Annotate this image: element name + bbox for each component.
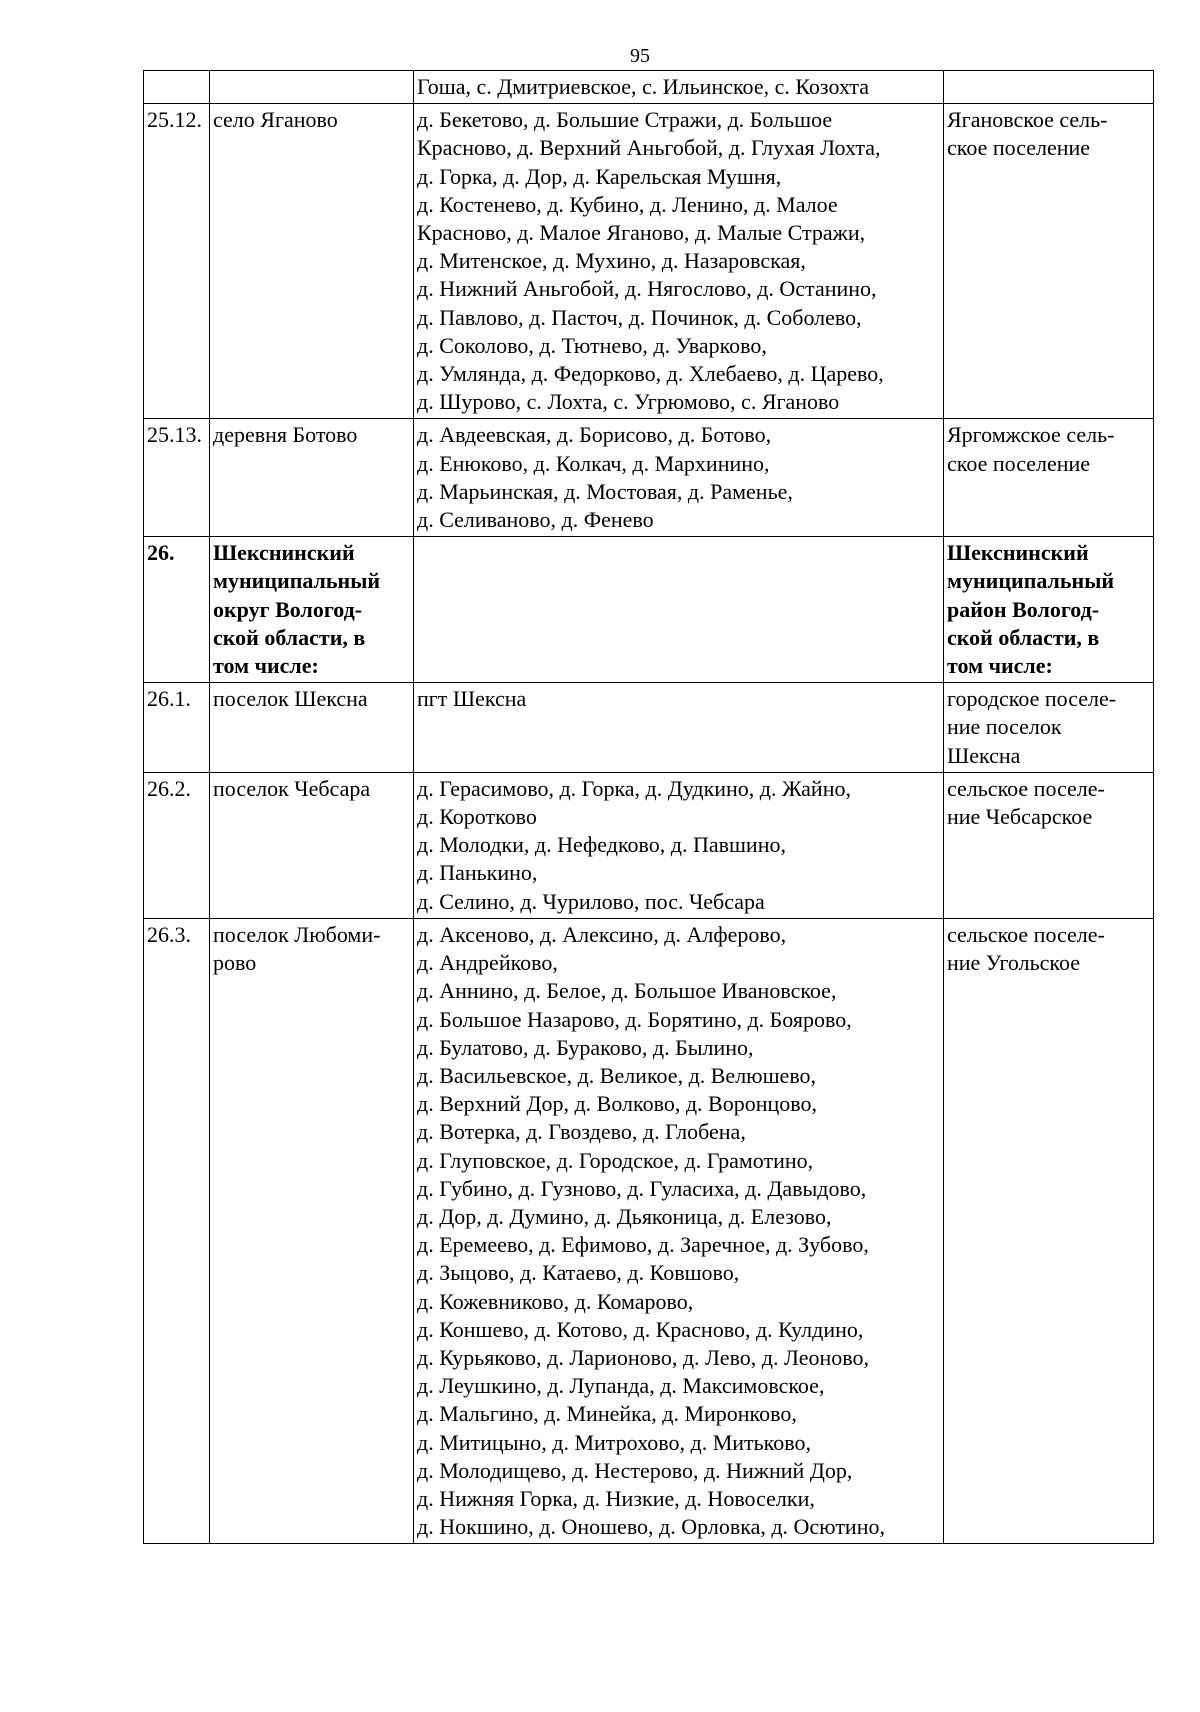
cell-text-line: поселок Любоми- bbox=[213, 921, 381, 947]
cell-text-line: округ Вологод- bbox=[213, 596, 363, 622]
settlements-table bbox=[143, 70, 1154, 1544]
cell-text-line: д. Шурово, с. Лохта, с. Угрюмово, с. Яганово bbox=[417, 389, 840, 415]
cell-text-line: д. Васильевское, д. Великое, д. Велюшево, bbox=[417, 1062, 817, 1088]
cell-text-line: д. Павлово, д. Пасточ, д. Починок, д. Соболево, bbox=[417, 304, 862, 330]
cell-text-line: ское поселение bbox=[947, 135, 1091, 161]
cell-text-line: д. Нокшино, д. Оношево, д. Орловка, д. Осютино, bbox=[417, 1514, 885, 1540]
row-number-cell bbox=[144, 419, 210, 537]
former-municipality-cell bbox=[944, 71, 1154, 104]
cell-text-line: д. Дор, д. Думино, д. Дьяконица, д. Елезово, bbox=[417, 1203, 832, 1229]
cell-text-line: д. Нижняя Горка, д. Низкие, д. Новоселки, bbox=[417, 1485, 815, 1511]
municipal-unit-cell bbox=[210, 71, 414, 104]
cell-text-line: д. Коротково bbox=[417, 804, 537, 830]
cell-text-line: ское поселение bbox=[947, 450, 1091, 476]
cell-text-line: 26.2. bbox=[147, 775, 191, 801]
cell-text-line: д. Енюково, д. Колкач, д. Мархинино, bbox=[417, 450, 770, 476]
cell-text-line: Шекснинский bbox=[213, 540, 355, 566]
cell-text-line: д. Большое Назарово, д. Борятино, д. Боярово, bbox=[417, 1006, 852, 1032]
cell-text-line: д. Молодищево, д. Нестерово, д. Нижний Дор, bbox=[417, 1457, 853, 1483]
municipal-unit-cell bbox=[210, 419, 414, 537]
cell-text-line: д. Еремеево, д. Ефимово, д. Заречное, д. Зубово, bbox=[417, 1232, 869, 1258]
cell-text-line: д. Булатово, д. Бураково, д. Былино, bbox=[417, 1034, 754, 1060]
cell-text-line: д. Вотерка, д. Гвоздево, д. Глобена, bbox=[417, 1119, 746, 1145]
cell-text-line: д. Андрейково, bbox=[417, 950, 558, 976]
former-municipality-cell bbox=[944, 772, 1154, 918]
cell-text-line: муниципальный bbox=[213, 568, 381, 594]
cell-text-line: ние Чебсарское bbox=[947, 804, 1093, 830]
table-row bbox=[144, 772, 1154, 918]
cell-text-line: д. Марьинская, д. Мостовая, д. Раменье, bbox=[417, 478, 793, 504]
cell-text-line: Красново, д. Малое Яганово, д. Малые Стражи, bbox=[417, 220, 866, 246]
cell-text-line: Шекснинский bbox=[947, 540, 1089, 566]
table-row bbox=[144, 71, 1154, 104]
cell-text-line: село Яганово bbox=[213, 107, 338, 133]
cell-text-line: Гоша, с. Дмитриевское, с. Ильинское, с. Козохта bbox=[417, 74, 870, 99]
cell-text-line: д. Бекетово, д. Большие Стражи, д. Большое bbox=[417, 107, 833, 133]
cell-text-line: д. Курьяково, д. Ларионово, д. Лево, д. Леоново, bbox=[417, 1344, 870, 1370]
former-municipality-cell bbox=[944, 918, 1154, 1543]
cell-text-line: д. Митенское, д. Мухино, д. Назаровская, bbox=[417, 248, 806, 274]
row-number-cell bbox=[144, 683, 210, 773]
cell-text-line: д. Нижний Аньгобой, д. Нягослово, д. Останино, bbox=[417, 276, 877, 302]
cell-text-line: д. Герасимово, д. Горка, д. Дудкино, д. Жайно, bbox=[417, 775, 851, 801]
cell-text-line: Ягановское сель- bbox=[947, 107, 1108, 133]
cell-text-line: ние Угольское bbox=[947, 950, 1081, 976]
cell-text-line: д. Селино, д. Чурилово, пос. Чебсара bbox=[417, 888, 765, 914]
municipal-unit-cell bbox=[210, 537, 414, 683]
table-row bbox=[144, 419, 1154, 537]
cell-text-line: д. Аннино, д. Белое, д. Большое Ивановское, bbox=[417, 978, 837, 1004]
municipal-unit-cell bbox=[210, 918, 414, 1543]
cell-text-line: том числе: bbox=[213, 653, 319, 679]
cell-text-line: район Вологод- bbox=[947, 596, 1100, 622]
cell-text-line: 26.3. bbox=[147, 921, 191, 947]
cell-text-line: д. Митицыно, д. Митрохово, д. Митьково, bbox=[417, 1429, 811, 1455]
row-number-cell bbox=[144, 772, 210, 918]
cell-text-line: д. Умлянда, д. Федорково, д. Хлебаево, д. Царево, bbox=[417, 361, 884, 387]
cell-text-line: 26.1. bbox=[147, 686, 191, 712]
cell-text-line: д. Панькино, bbox=[417, 860, 538, 886]
cell-text-line: д. Губино, д. Гузново, д. Гуласиха, д. Давыдово, bbox=[417, 1175, 867, 1201]
settlements-cell bbox=[414, 71, 944, 104]
settlements-cell bbox=[414, 772, 944, 918]
cell-text-line: Шексна bbox=[947, 742, 1021, 768]
settlements-cell bbox=[414, 104, 944, 419]
table-row bbox=[144, 104, 1154, 419]
row-number-cell bbox=[144, 71, 210, 104]
table-row bbox=[144, 683, 1154, 773]
cell-text-line: сельское поселе- bbox=[947, 775, 1105, 801]
cell-text-line: д. Зыцово, д. Катаево, д. Ковшово, bbox=[417, 1260, 740, 1286]
cell-text-line: д. Горка, д. Дор, д. Карельская Мушня, bbox=[417, 163, 782, 189]
settlements-cell bbox=[414, 537, 944, 683]
row-number-cell bbox=[144, 537, 210, 683]
cell-text-line: д. Кожевниково, д. Комарово, bbox=[417, 1288, 694, 1314]
cell-text-line: 26. bbox=[147, 540, 175, 566]
municipal-unit-cell bbox=[210, 104, 414, 419]
cell-text-line: д. Костенево, д. Кубино, д. Ленино, д. Малое bbox=[417, 191, 838, 217]
cell-text-line: 25.13. bbox=[147, 422, 202, 448]
cell-text-line: д. Молодки, д. Нефедково, д. Павшино, bbox=[417, 832, 786, 858]
cell-text-line: деревня Ботово bbox=[213, 422, 358, 448]
cell-text-line: д. Коншево, д. Котово, д. Красново, д. Кулдино, bbox=[417, 1316, 864, 1342]
cell-text-line: д. Верхний Дор, д. Волково, д. Воронцово, bbox=[417, 1091, 817, 1117]
former-municipality-cell bbox=[944, 683, 1154, 773]
settlements-cell bbox=[414, 683, 944, 773]
row-number-cell bbox=[144, 918, 210, 1543]
cell-text-line: рово bbox=[213, 950, 257, 976]
page-number: 95 bbox=[630, 45, 650, 67]
cell-text-line: Красново, д. Верхний Аньгобой, д. Глухая Лохта, bbox=[417, 135, 881, 161]
settlements-cell bbox=[414, 918, 944, 1543]
cell-text-line: д. Леушкино, д. Лупанда, д. Максимовское, bbox=[417, 1373, 825, 1399]
cell-text-line: д. Соколово, д. Тютнево, д. Уварково, bbox=[417, 332, 767, 358]
cell-text-line: д. Мальгино, д. Минейка, д. Миронково, bbox=[417, 1401, 797, 1427]
cell-text-line: сельское поселе- bbox=[947, 921, 1105, 947]
table-body bbox=[144, 71, 1154, 1544]
cell-text-line: поселок Шексна bbox=[213, 686, 368, 712]
cell-text-line: Яргомжское сель- bbox=[947, 422, 1115, 448]
cell-text-line: 25.12. bbox=[147, 107, 202, 133]
cell-text-line: том числе: bbox=[947, 653, 1053, 679]
municipal-unit-cell bbox=[210, 772, 414, 918]
former-municipality-cell bbox=[944, 537, 1154, 683]
table-row bbox=[144, 918, 1154, 1543]
table-row bbox=[144, 537, 1154, 683]
former-municipality-cell bbox=[944, 419, 1154, 537]
cell-text-line: поселок Чебсара bbox=[213, 775, 371, 801]
cell-text-line: д. Авдеевская, д. Борисово, д. Ботово, bbox=[417, 422, 772, 448]
cell-text-line: ской области, в bbox=[947, 624, 1100, 650]
cell-text-line: городское поселе- bbox=[947, 686, 1117, 712]
cell-text-line: муниципальный bbox=[947, 568, 1115, 594]
former-municipality-cell bbox=[944, 104, 1154, 419]
row-number-cell bbox=[144, 104, 210, 419]
cell-text-line: д. Аксеново, д. Алексино, д. Алферово, bbox=[417, 921, 787, 947]
cell-text-line: д. Селиваново, д. Фенево bbox=[417, 507, 654, 533]
cell-text-line: пгт Шексна bbox=[417, 686, 527, 712]
settlements-cell bbox=[414, 419, 944, 537]
cell-text-line: ской области, в bbox=[213, 624, 366, 650]
cell-text-line: д. Глуповское, д. Городское, д. Грамотино, bbox=[417, 1147, 814, 1173]
municipal-unit-cell bbox=[210, 683, 414, 773]
cell-text-line: ние поселок bbox=[947, 714, 1062, 740]
